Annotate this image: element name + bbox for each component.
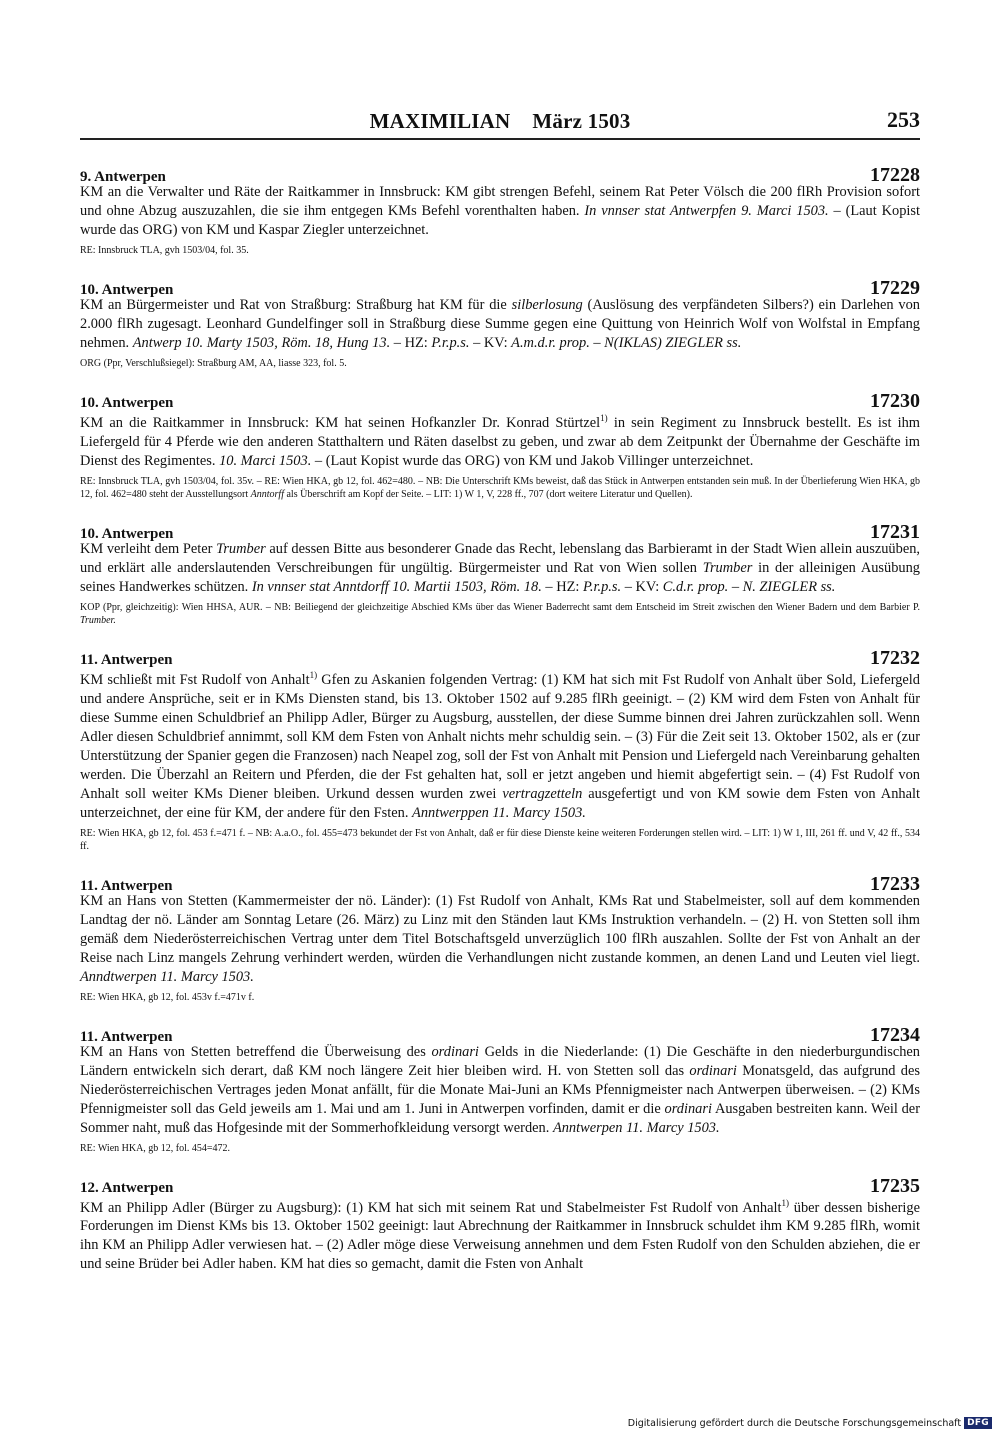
italic-text: Antwerp 10. Marty 1503, Röm. 18, Hung 13. — [132, 335, 391, 351]
footnote-ref: 1) — [781, 1197, 790, 1208]
text-segment: KM an Hans von Stetten (Kammermeister der nö. Länder): (1) Fst Rudolf von Anhalt, KMs Rat und Stabelmeister, soll auf dem kommenden Landtag der nö. Länder am Sonntag Letare (26. März) zu Linz mit den Ständen laut KMs Instruktion verhandeln. – (2) H. von Stetten soll ihm gemäß dem Niederösterreichischen Vertrag unter dem Titel Botschaftsgeld unverzüglich 100 flRh auszahlen. Sollte der Fst von Anhalt an der Reise nach Linz mangels Zehrung verhindert werden, würden die Verhandlungen nicht zustande kommen, an denen Land und Leuten viel liegt. — [80, 892, 920, 966]
italic-text: Anntwerpen 11. Marcy 1503. — [552, 1119, 720, 1136]
italic-text: silberlosung — [511, 297, 583, 313]
text-segment: KOP (Ppr, gleichzeitig): Wien HHSA, AUR. – NB: Beiliegend der gleichzeitige Abschied KMs über das Wiener Baderrecht samt dem Entscheid im Streit zwischen den Wiener Badern und dem Barbier P. — [80, 601, 920, 613]
text-segment: über dessen bisherige Forderungen im Dienst KMs bis 13. Oktober 1502 geeinigt: laut Abrechnung der Raitkammer in Innsbruck schuldet ihm KM 9.285 flRh, womit ihn KM an Philipp Adler verwiesen hat. – (2) Adler möge diese Verweisung annehmen und dem Fsten Rudolf von den Schulden abziehen, die er und seine Brüder bei Adler haben. KM hat dies so gemacht, damit die Fsten von Anhalt — [80, 1199, 920, 1273]
entry-heading — [80, 1023, 920, 1046]
entry-body — [80, 1043, 920, 1138]
entry-number: 17234 — [870, 1023, 920, 1046]
italic-text: Anndtwerpen 11. Marcy 1503. — [80, 968, 254, 985]
text-segment: Monatsgeld, das aufgrund des Niederösterreichischen Vertrages jeden Monat anfällt, für die Monate Mai-Juni an KMs Pfennigmeister nach Antwerpen überweisen. – (2) KMs Pfennigmeister soll das Geld jeweils am 1. Mai und am 1. Juni in Antwerpen vorfinden, damit er die — [80, 1062, 920, 1117]
text-segment: (Auslösung des verpfändeten Silbers?) ein Darlehen von 2.000 flRh zugesagt. Leonhard Gundelfinger soll in Straßburg diese Summe gegen eine Quittung von Heinrich Wolf von Wolfstal in Empfang nehmen. — [80, 297, 921, 351]
text-segment: auf dessen Bitte aus besonderer Gnade das Recht, lebenslang das Barbieramt in der Stadt Wien allein auszuüben, und erklärt alle anderslautenden Verschreibungen für ungültig. Bürgermeister und Rat von Wien sollen — [80, 540, 921, 576]
entry-date-place: 12. Antwerpen — [80, 1179, 174, 1196]
entry-heading — [80, 646, 920, 669]
entry-date-place: 11. Antwerpen — [80, 1028, 173, 1045]
entry-body — [80, 296, 920, 353]
text-segment: KM an Bürgermeister und Rat von Straßburg: Straßburg hat KM für die — [80, 297, 512, 313]
footer-text: Digitalisierung gefördert durch die Deutsche Forschungsgemeinschaft — [627, 1417, 962, 1429]
entry-source — [80, 475, 920, 501]
entry-date-place: 10. Antwerpen — [80, 395, 174, 411]
italic-text: A.m.d.r. prop. – N(IKLAS) ZIEGLER ss. — [511, 335, 742, 351]
entry-source — [80, 601, 920, 627]
running-title — [80, 109, 920, 134]
italic-text: In vnnser stat Antwerpfen 9. Marci 1503. — [584, 203, 829, 219]
italic-text: Trumber. — [80, 614, 116, 626]
text-segment: RE: Wien HKA, gb 12, fol. 454=472. — [80, 1142, 231, 1154]
entry-number: 17233 — [870, 872, 920, 895]
entry-number: 17235 — [870, 1174, 920, 1197]
italic-text: ordinari — [664, 1100, 712, 1117]
document-page — [80, 106, 920, 1274]
entry-source — [80, 991, 920, 1004]
text-segment: in sein Regiment zu Innsbruck bestellt. Es ist ihm Liefergeld für 4 Pferde wie den anderen Statthaltern und Räten daselbst zu geben, und zwar ab dem Zeitpunkt der Übernahme der Geschäfte im Dienst des Regimentes. — [80, 414, 920, 469]
entry-heading — [80, 872, 920, 895]
dfg-logo: DFG — [964, 1417, 992, 1429]
italic-text: Anntorff — [250, 488, 284, 500]
entry-heading — [80, 1174, 920, 1197]
italic-text: vertragzetteln — [502, 785, 583, 802]
italic-text: In vnnser stat Anntdorff 10. Martii 1503, Röm. 18. — [251, 578, 542, 595]
title-left: MAXIMILIAN — [369, 109, 511, 133]
page-header — [80, 106, 920, 140]
entry-body — [80, 540, 920, 597]
entry-heading — [80, 164, 920, 186]
text-segment: KM an Hans von Stetten betreffend die Überweisung des — [80, 1043, 432, 1060]
entry-body — [80, 1194, 920, 1275]
text-segment: – HZ: — [390, 335, 432, 351]
text-segment: Ausgaben bestreiten kann. Weil der Sommer naht, muß das Hofgesinde mit der Sommerhofkleidung versorgt werden. — [80, 1100, 920, 1136]
text-segment: RE: Innsbruck TLA, gvh 1503/04, fol. 35. — [80, 245, 249, 256]
entry-body — [80, 666, 920, 823]
entry-source — [80, 827, 920, 853]
page-number: 253 — [887, 107, 920, 132]
entry-body — [80, 409, 920, 471]
regest-entry — [80, 390, 920, 501]
italic-text: ordinari — [431, 1043, 479, 1060]
entry-source — [80, 1142, 920, 1155]
text-segment: Gelds in die Niederlande: (1) Die Geschäfte in den niederburgundischen Ländern entwickeln sich derart, daß KM noch längere Zeit hier bleiben wird. H. von Stetten soll das — [80, 1043, 920, 1079]
entry-source — [80, 244, 920, 257]
text-segment: KM schließt mit Fst Rudolf von Anhalt — [80, 671, 310, 688]
regest-entry — [80, 1024, 920, 1155]
text-segment: als Überschrift am Kopf der Seite. – LIT: 1) W 1, V, 228 ff., 707 (dort weitere Literatur und Quellen). — [283, 488, 693, 500]
regest-entry — [80, 1175, 920, 1275]
text-segment: Gfen zu Askanien folgenden Vertrag: (1) KM hat sich mit Fst Rudolf von Anhalt über Sold, Liefergeld und andere Ansprüche, seit er in KMs Diensten stand, bis 13. Oktober 1502 auf 9.285 flRh geeinigt. – (2) KM wird dem Fsten von Anhalt für diese Summe einen Schuldbrief an Philipp Adler, Bürger zu Augsburg, ausstellen, der diese Summe binnen drei Jahren zurückzahlen soll. Wenn Adler diesen Schuldbrief annimmt, soll KM dem Fsten von Anhalt nichts mehr schuldig sein. – (3) Für die Zeit seit 13. Oktober 1502, als er (zur Unterstützung der Spanier gegen die Franzosen) nach Neapel zog, soll der Fst von Anhalt mit Pension und Liefergeld nach Vereinbarung gehalten werden. Die Überzahl an Reitern und Pferden, die der Fst gehalten hat, soll er jetzt angeben und hiemit abgefertigt sein. – (4) Fst Rudolf von Anhalt soll weiter KMs Diener bleiben. Urkund dessen wurden zwei — [80, 671, 921, 802]
entry-number: 17232 — [870, 646, 920, 669]
entry-heading — [80, 277, 920, 299]
text-segment: in der alleinigen Ausübung seines Handwerkes schützen. — [80, 559, 920, 595]
text-segment: – KV: — [621, 578, 663, 595]
text-segment: KM an die Verwalter und Räte der Raitkammer in Innsbruck: KM gibt strengen Befehl, seinem Rat Peter Völsch die 200 flRh Provision sofort und ohne Abzug auszuzahlen, die sie ihm entgegen KMs Befehl vorenthalten haben. — [80, 184, 920, 219]
entries-list — [80, 164, 920, 1274]
text-segment: – HZ: — [541, 578, 583, 595]
italic-text: ordinari — [689, 1062, 737, 1079]
entry-heading — [80, 520, 920, 543]
entry-source — [80, 357, 920, 370]
regest-entry — [80, 521, 920, 627]
entry-date-place: 11. Antwerpen — [80, 877, 173, 894]
entry-date-place: 9. Antwerpen — [80, 169, 166, 185]
text-segment: – KV: — [469, 335, 512, 351]
entry-number: 17228 — [870, 164, 920, 186]
regest-entry — [80, 873, 920, 1004]
text-segment: RE: Innsbruck TLA, gvh 1503/04, fol. 35v. – RE: Wien HKA, gb 12, fol. 462=480. – NB: Die Unterschrift KMs beweist, daß das Stück in Antwerpen entstanden sein muß. In der Überlieferung Wien HKA, gb 12, fol. 462=480 steht der Ausstellungsort — [80, 475, 920, 500]
entry-heading — [80, 390, 920, 412]
entry-number: 17229 — [870, 277, 920, 299]
regest-entry — [80, 277, 920, 370]
italic-text: P.r.p.s. — [431, 335, 470, 351]
text-segment: ausgefertigt und von KM sowie dem Fsten von Anhalt unterzeichnet, der eine für KM, der andere für den Fsten. — [80, 785, 920, 821]
entry-date-place: 11. Antwerpen — [80, 651, 173, 668]
italic-text: Trumber — [216, 540, 266, 557]
entry-body — [80, 183, 920, 240]
entry-number: 17230 — [870, 390, 920, 412]
entry-date-place: 10. Antwerpen — [80, 525, 174, 542]
text-segment: KM verleiht dem Peter — [80, 540, 217, 557]
text-segment: RE: Wien HKA, gb 12, fol. 453 f.=471 f. – NB: A.a.O., fol. 455=473 bekundet der Fst von Anhalt, daß er für diese Dienste keine weiteren Forderungen stellen wird. – LIT: 1) W 1, III, 261 ff. und V, 42 ff., 534 ff. — [80, 827, 920, 852]
italic-text: P.r.p.s. — [582, 578, 622, 595]
regest-entry — [80, 164, 920, 257]
text-segment: RE: Wien HKA, gb 12, fol. 453v f.=471v f. — [80, 991, 255, 1003]
italic-text: Anntwerppen 11. Marcy 1503. — [412, 804, 586, 821]
italic-text: Trumber — [702, 559, 753, 576]
title-right: März 1503 — [532, 109, 631, 133]
text-segment: – (Laut Kopist wurde das ORG) von KM und Kaspar Ziegler unterzeichnet. — [80, 203, 920, 238]
entry-date-place: 10. Antwerpen — [80, 282, 174, 298]
regest-entry — [80, 647, 920, 853]
page-footer — [628, 1417, 992, 1429]
text-segment: ORG (Ppr, Verschlußsiegel): Straßburg AM, AA, liasse 323, fol. 5. — [80, 358, 347, 369]
text-segment: – (Laut Kopist wurde das ORG) von KM und Jakob Villinger unterzeichnet. — [311, 452, 754, 469]
footnote-ref: 1) — [600, 413, 608, 423]
text-segment: KM an Philipp Adler (Bürger zu Augsburg): (1) KM hat sich mit seinem Rat und Stabelmeister Fst Rudolf von Anhalt — [80, 1199, 782, 1216]
entry-body — [80, 892, 920, 987]
footnote-ref: 1) — [309, 669, 318, 680]
entry-number: 17231 — [870, 520, 920, 543]
text-segment: KM an die Raitkammer in Innsbruck: KM hat seinen Hofkanzler Dr. Konrad Stürtzel — [80, 414, 601, 431]
italic-text: C.d.r. prop. – N. ZIEGLER ss. — [662, 578, 836, 595]
italic-text: 10. Marci 1503. — [219, 452, 312, 469]
